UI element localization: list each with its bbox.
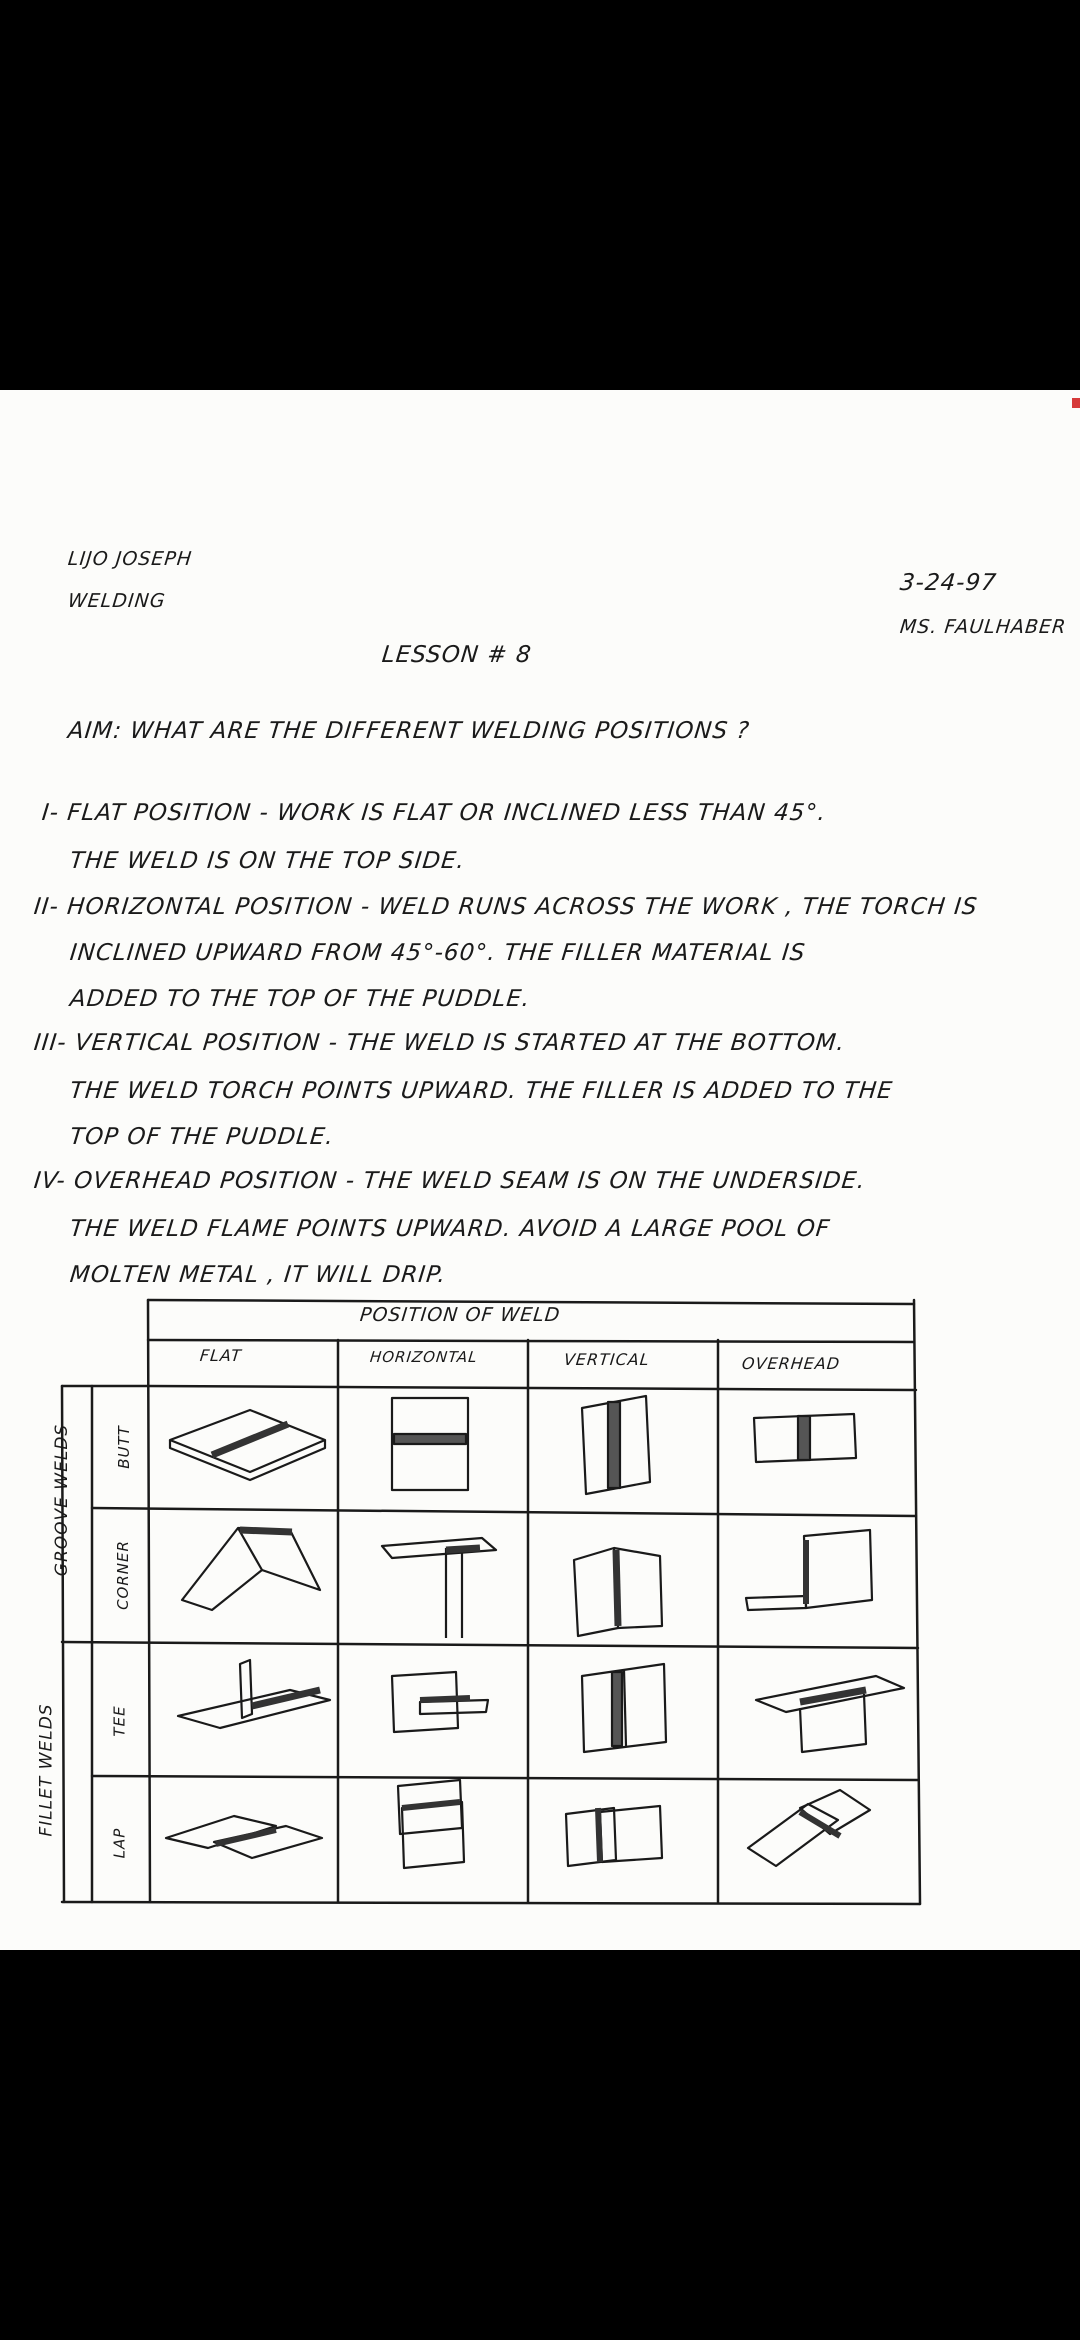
overhead-butt-sketch <box>754 1414 856 1462</box>
overhead-tee-sketch <box>756 1676 904 1752</box>
flat-lap-sketch <box>166 1816 322 1858</box>
student-name: LIJO JOSEPH <box>66 548 194 570</box>
overhead-corner-sketch <box>746 1530 872 1610</box>
flat-butt-sketch <box>170 1410 325 1480</box>
row-tee: TEE <box>110 1705 129 1737</box>
table-title: POSITION OF WELD <box>358 1304 562 1326</box>
horizontal-lap-sketch <box>398 1780 464 1868</box>
teacher-name: MS. FAULHABER <box>898 616 1068 638</box>
lesson-title: LESSON # 8 <box>380 642 533 668</box>
column-horizontal: HORIZONTAL <box>369 1348 479 1366</box>
row-corner: CORNER <box>113 1540 132 1610</box>
flat-tee-sketch <box>178 1660 330 1728</box>
column-vertical: VERTICAL <box>563 1350 651 1369</box>
note-line: II- HORIZONTAL POSITION - WELD RUNS ACROSS THE WORK , THE TORCH IS <box>32 894 980 920</box>
vertical-butt-sketch <box>582 1396 650 1494</box>
note-line: THE WELD FLAME POINTS UPWARD. AVOID A LARGE POOL OF <box>68 1216 832 1242</box>
note-line: THE WELD TORCH POINTS UPWARD. THE FILLER IS ADDED TO THE <box>68 1078 895 1104</box>
date: 3-24-97 <box>898 570 999 596</box>
vertical-tee-sketch <box>582 1664 666 1752</box>
column-flat: FLAT <box>199 1346 243 1365</box>
overhead-lap-sketch <box>748 1790 870 1866</box>
note-line: TOP OF THE PUDDLE. <box>68 1124 336 1150</box>
note-line: INCLINED UPWARD FROM 45°-60°. THE FILLER MATERIAL IS <box>68 940 807 966</box>
note-line: THE WELD IS ON THE TOP SIDE. <box>68 848 467 874</box>
note-line: MOLTEN METAL , IT WILL DRIP. <box>68 1262 448 1288</box>
group-fillet-welds: FILLET WELDS <box>36 1703 57 1837</box>
note-line: I- FLAT POSITION - WORK IS FLAT OR INCLINED LESS THAN 45°. <box>40 800 828 826</box>
horizontal-corner-sketch <box>382 1538 496 1638</box>
note-line: ADDED TO THE TOP OF THE PUDDLE. <box>68 986 532 1012</box>
row-lap: LAP <box>110 1827 129 1859</box>
row-butt: BUTT <box>114 1425 133 1469</box>
note-line: IV- OVERHEAD POSITION - THE WELD SEAM IS ON THE UNDERSIDE. <box>32 1168 867 1194</box>
horizontal-tee-sketch <box>392 1672 488 1732</box>
vertical-lap-sketch <box>566 1806 662 1866</box>
subject: WELDING <box>66 590 167 612</box>
horizontal-butt-sketch <box>392 1398 468 1490</box>
vertical-corner-sketch <box>574 1548 662 1636</box>
note-line: III- VERTICAL POSITION - THE WELD IS STARTED AT THE BOTTOM. <box>32 1030 847 1056</box>
column-overhead: OVERHEAD <box>741 1354 842 1373</box>
group-groove-welds: GROOVE WELDS <box>52 1423 73 1577</box>
aim-text: AIM: WHAT ARE THE DIFFERENT WELDING POSITIONS ? <box>66 718 752 744</box>
flat-corner-sketch <box>182 1528 320 1610</box>
